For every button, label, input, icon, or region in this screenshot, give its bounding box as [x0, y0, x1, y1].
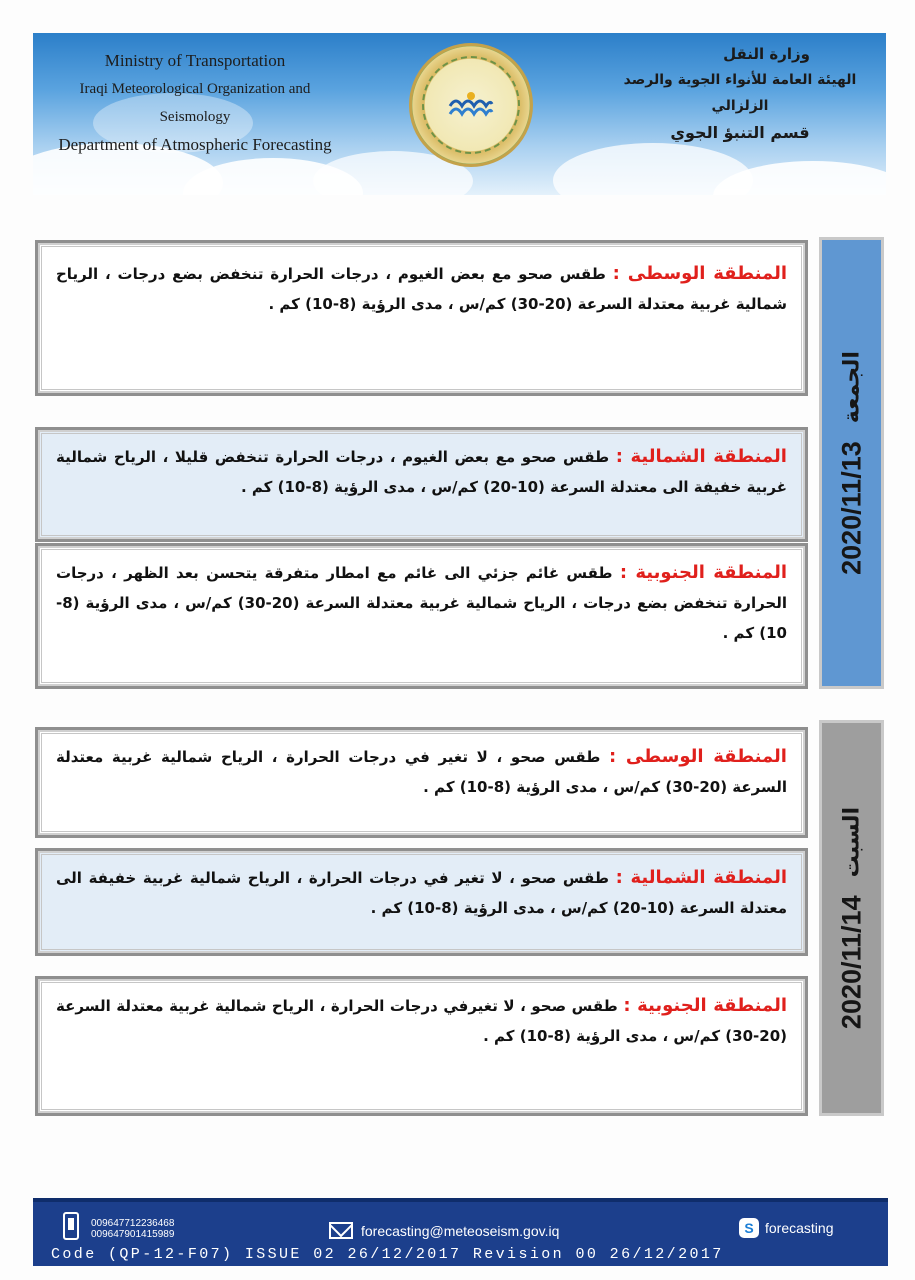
department-name-arabic: قسم التنبؤ الجوي	[670, 123, 810, 142]
document-code: Code (QP-12-F07) ISSUE 02 26/12/2017 Revision 00 26/12/2017	[51, 1246, 724, 1263]
ministry-name-arabic: وزارة النقل	[723, 45, 810, 63]
region-forecast: طقس صحو مع بعض الغيوم ، درجات الحرارة تنخفض قليلا ، الرياح شمالية غربية خفيفة الى معتدلة السرعة (10-20) كم/س ، مدى الرؤية (8-10) كم .	[56, 448, 787, 496]
forecast-panel-friday-central	[35, 240, 808, 396]
email-contact[interactable]	[329, 1222, 559, 1239]
skype-icon: S	[739, 1218, 759, 1238]
forecast-panel-friday-north	[35, 427, 808, 542]
mail-icon	[329, 1222, 353, 1239]
organization-logo	[409, 43, 533, 167]
region-title: المنطقة الشمالية :	[615, 867, 787, 888]
date-bar-friday	[819, 237, 884, 689]
footer-bar	[33, 1198, 888, 1266]
ministry-name: Ministry of Transportation	[104, 51, 286, 70]
region-title: المنطقة الشمالية :	[615, 446, 787, 467]
region-title: المنطقة الوسطى :	[608, 746, 787, 767]
region-forecast: طقس غائم جزئي الى غائم مع امطار متفرقة يتحسن بعد الظهر ، درجات الحرارة تنخفض بضع درجات ، الرياح شمالية غربية معتدلة السرعة (20-30) كم/س ، مدى الرؤية (8-10) كم .	[56, 564, 787, 642]
forecast-date: 2020/11/13	[836, 441, 866, 575]
date-bar-saturday	[819, 720, 884, 1116]
forecast-panel-friday-south	[35, 543, 808, 689]
english-title	[45, 47, 345, 159]
skype-contact[interactable]	[739, 1218, 833, 1238]
department-name: Department of Atmospheric Forecasting	[58, 135, 332, 154]
forecast-panel-saturday-north	[35, 848, 808, 956]
forecast-day-name: السبت	[839, 806, 864, 878]
region-title: المنطقة الوسطى :	[612, 263, 788, 284]
region-forecast: طقس صحو ، لا تغير في درجات الحرارة ، الرياح شمالية غربية معتدلة السرعة (20-30) كم/س ، مدى الرؤية (8-10) كم .	[56, 748, 787, 796]
forecast-panel-saturday-central	[35, 727, 808, 838]
organization-name: Iraqi Meteorological Organization and Seismology	[79, 81, 311, 125]
skype-handle[interactable]: forecasting	[765, 1220, 834, 1236]
header-banner	[33, 33, 886, 195]
region-forecast: طقس صحو ، لا تغير في درجات الحرارة ، الرياح شمالية غربية خفيفة الى معتدلة السرعة (10-20) كم/س ، مدى الرؤية (8-10) كم .	[56, 869, 787, 917]
arabic-title	[610, 41, 870, 147]
logo-waves-icon	[448, 90, 494, 120]
region-forecast: طقس صحو ، لا تغيرفي درجات الحرارة ، الرياح شمالية غربية معتدلة السرعة (20-30) كم/س ، مدى الرؤية (8-10) كم .	[56, 997, 787, 1045]
region-title: المنطقة الجنوبية :	[623, 995, 787, 1016]
forecast-panel-saturday-south	[35, 976, 808, 1116]
phone-number: 009647712236468	[91, 1218, 175, 1229]
phone-number: 009647901415989	[91, 1229, 175, 1240]
phone-icon	[63, 1212, 79, 1240]
forecast-date: 2020/11/14	[836, 895, 866, 1030]
organization-name-arabic: الهيئة العامة للأنواء الجوية والرصد الزلزالي	[623, 72, 857, 114]
email-address[interactable]: forecasting@meteoseism.gov.iq	[361, 1222, 560, 1239]
region-forecast: طقس صحو مع بعض الغيوم ، درجات الحرارة تنخفض بضع درجات ، الرياح شمالية غربية معتدلة السرعة (20-30) كم/س ، مدى الرؤية (8-10) كم .	[56, 265, 787, 313]
forecast-day-name: الجمعة	[839, 351, 864, 424]
region-title: المنطقة الجنوبية :	[619, 562, 788, 583]
phone-numbers	[91, 1218, 174, 1240]
